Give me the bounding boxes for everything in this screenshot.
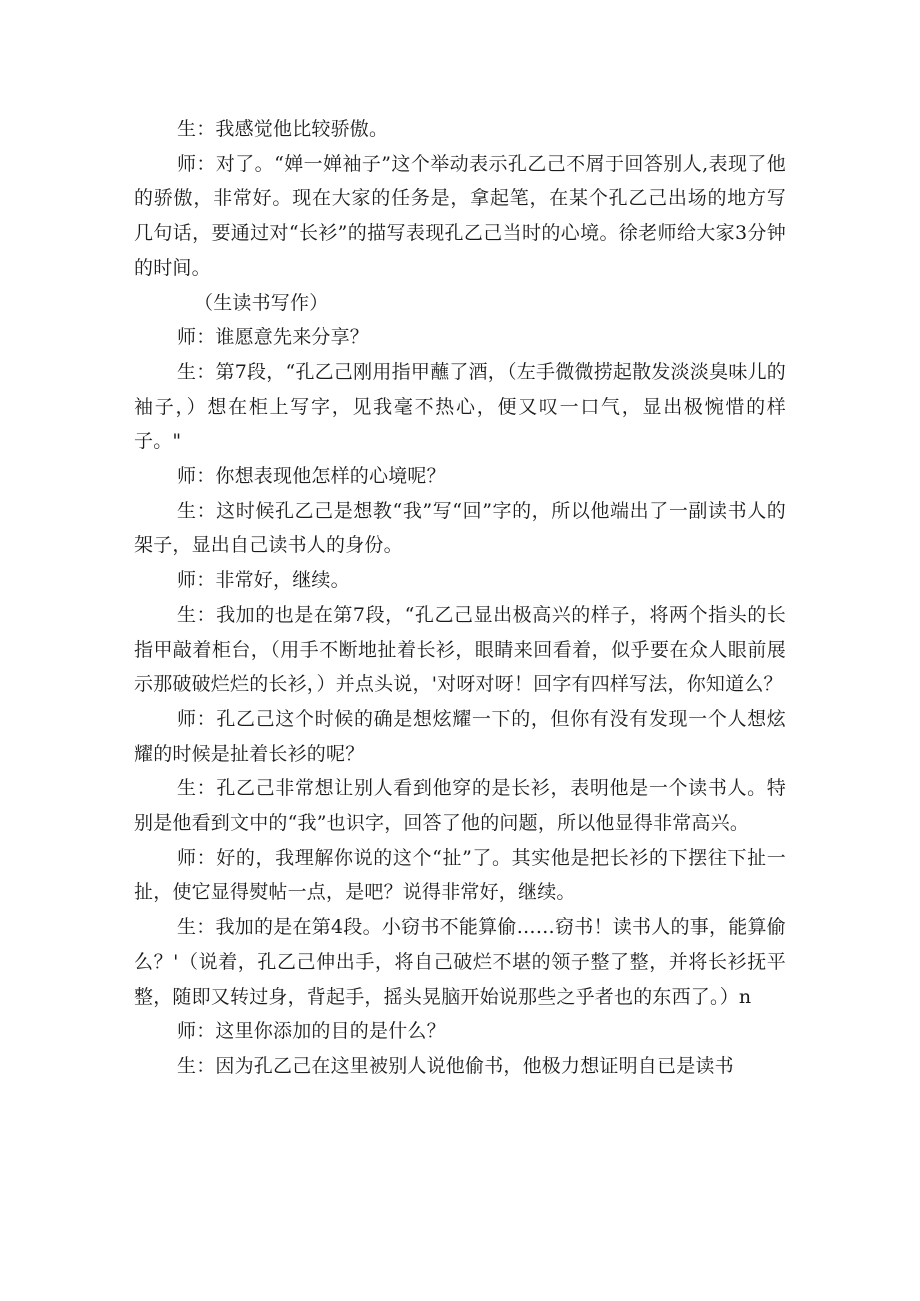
paragraph: 生：因为孔乙己在这里被别人说他偷书，他极力想证明自已是读书 <box>177 1054 734 1077</box>
paragraph: 师：你想表现他怎样的心境呢？ <box>177 465 446 488</box>
paragraph: 师：好的，我理解你说的这个“扯”了。其实他是把长衫的下摆往下扯一扯，使它显得熨帖一点，是吧？说得非常好，继续。 <box>134 846 786 904</box>
paragraph: 师：非常好，继续。 <box>177 569 350 592</box>
paragraph: 生：孔乙己非常想让别人看到他穿的是长衫，表明他是一个读书人。特别是他看到文中的“我”也识字，回答了他的问题，所以他显得非常高兴。 <box>134 777 786 835</box>
paragraph: 师：这里你添加的目的是什么？ <box>177 1020 446 1043</box>
paragraph: 生：我加的是在第4段。小窃书不能算偷……窃书！读书人的事，能算偷么？'（说着，孔乙己伸出手，将自己破烂不堪的领子整了整，并将长衫抚平整，随即又转过身，背起手，摇头晃脑开始说那些之乎者也的东西了。）n <box>134 916 786 1008</box>
stage-direction: （生读书写作） <box>194 291 329 314</box>
paragraph: 生：我加的也是在第7段，“孔乙己显出极高兴的样子，将两个指头的长指甲敲着柜台，（用手不断地扯着长衫，眼睛来回看着，似乎要在众人眼前展示那破破烂烂的长衫，）并点头说，'对呀对呀！回字有四样写法，你知道么？ <box>134 603 786 696</box>
document-body <box>134 112 786 1084</box>
paragraph: 师：对了。“婵一婵袖子”这个举动表示孔乙己不屑于回答别人,表现了他的骄傲，非常好。现在大家的任务是，拿起笔，在某个孔乙己出场的地方写几句话，要通过对“长衫”的描写表现孔乙己当时的心境。徐老师给大家3分钟的时间。 <box>134 152 786 279</box>
paragraph: 师：孔乙己这个时候的确是想炫耀一下的，但你有没有发现一个人想炫耀的时候是扯着长衫的呢？ <box>134 707 786 765</box>
paragraph: 生：这时候孔乙己是想教“我”写“回”字的，所以他端出了一副读书人的架子，显出自己读书人的身份。 <box>134 499 786 557</box>
paragraph: 师：谁愿意先来分享？ <box>177 326 370 349</box>
paragraph: 生：我感觉他比较骄傲。 <box>177 118 389 140</box>
paragraph: 生：第7段，“孔乙己刚用指甲蘸了酒，（左手微微捞起散发淡淡臭味儿的袖子，）想在柜上写字，见我毫不热心，便又叹一口气，显出极惋惜的样子。" <box>134 360 786 453</box>
